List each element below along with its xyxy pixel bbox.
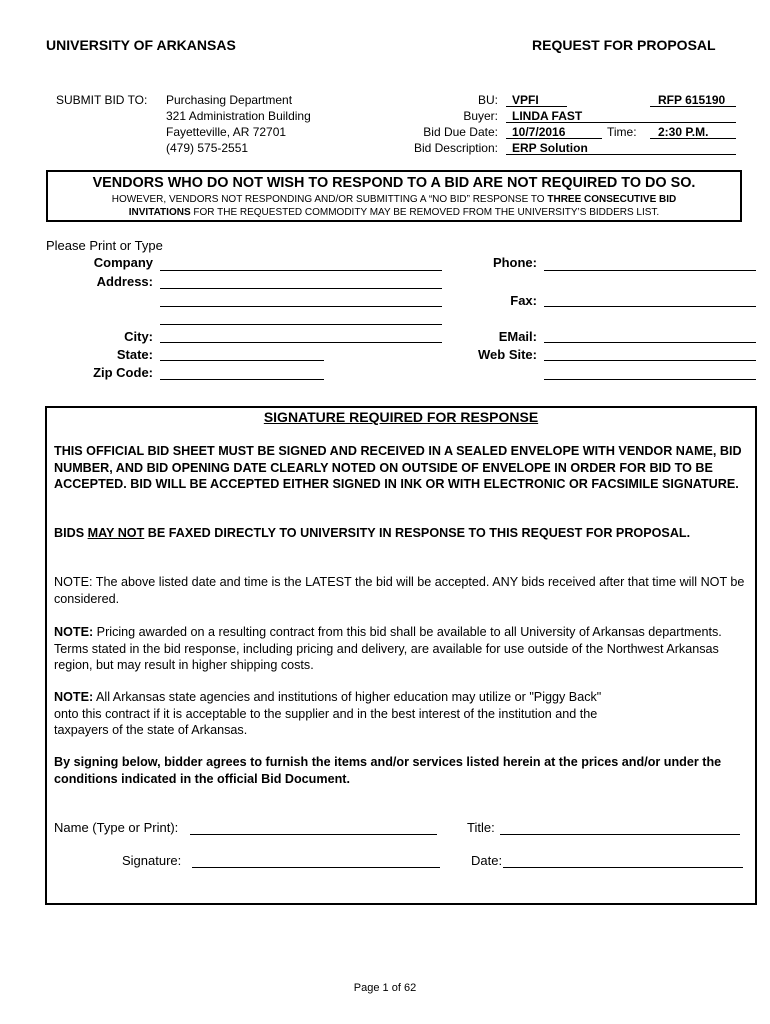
- notice-text: [48, 193, 740, 219]
- piggyback-line-2: onto this contract if it is acceptable to the supplier and in the best interest of the institution and the: [54, 706, 598, 721]
- notice-line1-text: HOWEVER, VENDORS NOT RESPONDING AND/OR SUBMITTING A “NO BID” RESPONSE TO: [111, 194, 548, 205]
- notice-line1-bold: THREE CONSECUTIVE BID: [547, 194, 677, 205]
- website-field-2[interactable]: [544, 379, 756, 380]
- notice-line2-bold: INVITATIONS: [128, 207, 191, 218]
- no-bid-notice-box: [46, 170, 742, 222]
- piggyback-line-1: All Arkansas state agencies and institutions of higher education may utilize or "Piggy Back": [93, 690, 602, 704]
- bu-label: BU:: [477, 93, 498, 107]
- website-field[interactable]: [544, 360, 756, 361]
- print-or-type-instruction: Please Print or Type: [46, 238, 163, 253]
- signature-field[interactable]: [192, 867, 440, 868]
- address-field-1[interactable]: [160, 288, 442, 289]
- company-label: Company: [93, 255, 153, 270]
- rfp-number: RFP 615190: [658, 93, 726, 107]
- no-fax-underlined: MAY NOT: [87, 526, 145, 540]
- buyer-value: LINDA FAST: [512, 109, 583, 123]
- due-date-underline: [506, 138, 602, 139]
- submit-address-line-1: Purchasing Department: [166, 93, 293, 107]
- signature-label: Signature:: [122, 853, 182, 868]
- sealed-envelope-paragraph: THIS OFFICIAL BID SHEET MUST BE SIGNED AND RECEIVED IN A SEALED ENVELOPE WITH VENDOR NAME, BID NUMBER, AND BID OPENING DATE CLEARLY NOTED ON OUTSIDE OF ENVELOPE IN ORDER FOR BID TO BE ACCEPTED. BID WILL BE ACCEPTED EITHER SIGNED IN INK OR WITH ELECTRONIC OR FACSIMILE SIGNATURE.: [54, 444, 742, 491]
- document-type: REQUEST FOR PROPOSAL: [532, 37, 716, 53]
- pricing-note-label: NOTE:: [54, 625, 94, 639]
- city-field[interactable]: [160, 342, 442, 343]
- zip-code-field[interactable]: [160, 379, 324, 380]
- notice-title: VENDORS WHO DO NOT WISH TO RESPOND TO A BID ARE NOT REQUIRED TO DO SO.: [92, 175, 696, 191]
- submit-address-line-3: Fayetteville, AR 72701: [166, 125, 287, 139]
- fax-label: Fax:: [510, 293, 537, 308]
- signature-title-text: SIGNATURE REQUIRED FOR RESPONSE: [263, 409, 539, 425]
- notice-line2-text: FOR THE REQUESTED COMMODITY MAY BE REMOVED FROM THE UNIVERSITY’S BIDDERS LIST.: [190, 207, 660, 218]
- address-field-2[interactable]: [160, 306, 442, 307]
- signature-title: [45, 409, 757, 425]
- no-fax-text-a: BIDS: [54, 526, 88, 540]
- phone-label: Phone:: [492, 255, 537, 270]
- due-date-value: 10/7/2016: [512, 125, 566, 139]
- rfp-underline: [650, 106, 736, 107]
- bu-underline: [506, 106, 567, 107]
- fax-field[interactable]: [544, 306, 756, 307]
- state-field[interactable]: [160, 360, 324, 361]
- description-underline: [506, 154, 736, 155]
- name-field[interactable]: [190, 834, 437, 835]
- bu-value: VPFI: [512, 93, 539, 107]
- time-value: 2:30 P.M.: [658, 125, 709, 139]
- submit-phone: (479) 575-2551: [166, 141, 249, 155]
- piggyback-note-label: NOTE:: [54, 690, 94, 704]
- name-label: Name (Type or Print):: [54, 820, 179, 835]
- pricing-note-text: Pricing awarded on a resulting contract from this bid shall be available to all University of Arkansas departments. Terms stated in the bid response, including pricing and delivery, are available for use outside of the Northwest Arkansas region, but may result in higher shipping costs.: [54, 625, 722, 672]
- piggyback-note: [54, 689, 754, 739]
- page-number: Page 1 of 62: [353, 982, 417, 994]
- time-label: Time:: [607, 125, 637, 139]
- description-value: ERP Solution: [512, 141, 588, 155]
- website-label: Web Site:: [478, 347, 537, 362]
- date-label: Date:: [471, 853, 503, 868]
- email-field[interactable]: [544, 342, 756, 343]
- date-field[interactable]: [503, 867, 743, 868]
- no-fax-text-b: BE FAXED DIRECTLY TO UNIVERSITY IN RESPONSE TO THIS REQUEST FOR PROPOSAL.: [144, 526, 691, 540]
- company-field[interactable]: [160, 270, 442, 271]
- pricing-note: [54, 624, 754, 674]
- address-label: Address:: [96, 274, 153, 289]
- piggyback-line-3: taxpayers of the state of Arkansas.: [54, 723, 248, 737]
- agreement-paragraph: By signing below, bidder agrees to furnish the items and/or services listed herein at the prices and/or under the conditions indicated in the official Bid Document.: [54, 755, 722, 786]
- email-label: EMail:: [498, 329, 537, 344]
- submit-address-line-2: 321 Administration Building: [166, 109, 311, 123]
- due-date-label: Bid Due Date:: [423, 125, 498, 139]
- phone-field[interactable]: [544, 270, 756, 271]
- submit-bid-label: SUBMIT BID TO:: [56, 93, 148, 107]
- university-name: UNIVERSITY OF ARKANSAS: [46, 37, 236, 53]
- buyer-label: Buyer:: [463, 109, 498, 123]
- description-label: Bid Description:: [413, 141, 498, 155]
- zip-code-label: Zip Code:: [93, 365, 153, 380]
- no-fax-paragraph: [54, 525, 754, 542]
- time-underline: [650, 138, 736, 139]
- title-label: Title:: [467, 820, 495, 835]
- deadline-note: NOTE: The above listed date and time is the LATEST the bid will be accepted. ANY bids received after that time will NOT be considered.: [54, 575, 745, 606]
- buyer-underline: [506, 122, 736, 123]
- state-label: State:: [116, 347, 153, 362]
- title-field[interactable]: [500, 834, 740, 835]
- address-field-3[interactable]: [160, 324, 442, 325]
- city-label: City:: [124, 329, 153, 344]
